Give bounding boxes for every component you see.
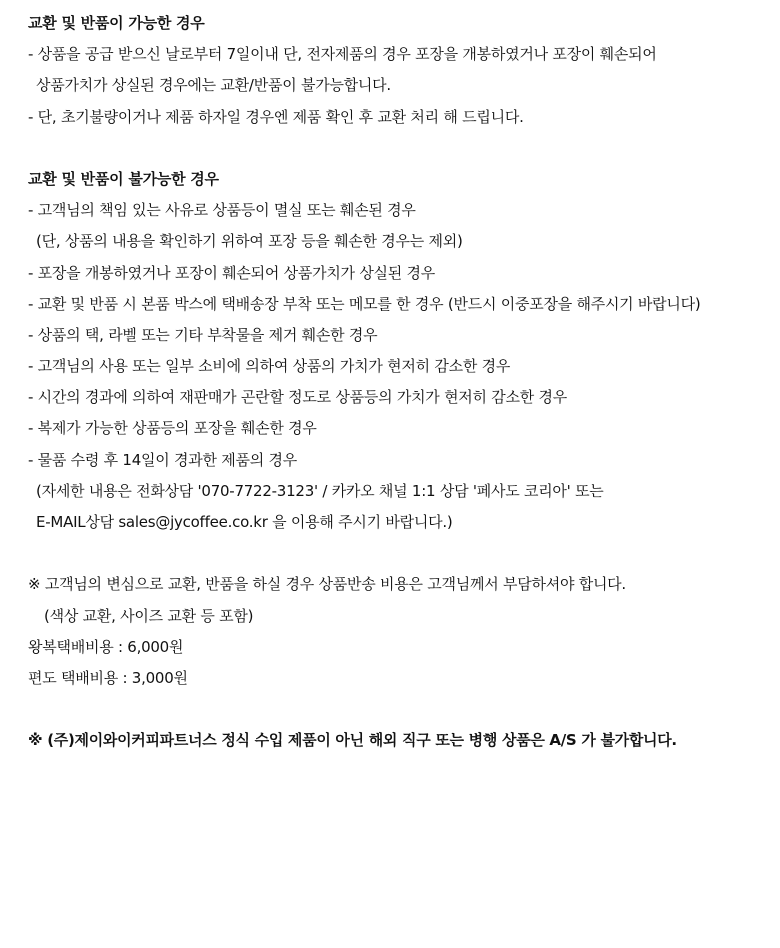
section-spacer [28, 538, 768, 569]
contact-line-1: (자세한 내용은 전화상담 '070-7722-3123' / 카카오 채널 1:1 상담 '페사도 코리아' 또는 [36, 481, 604, 500]
return-policy-document [28, 8, 768, 757]
impossible-line-2: (단, 상품의 내용을 확인하기 위하여 포장 등을 훼손한 경우는 제외) [36, 232, 463, 251]
roundtrip-shipping-cost: 왕복택배비용 : 6,000원 [28, 637, 184, 656]
impossible-line-8: - 복제가 가능한 상품등의 포장을 훼손한 경우 [28, 419, 317, 438]
impossible-heading: 교환 및 반품이 불가능한 경우 [28, 169, 219, 188]
section-spacer [28, 694, 768, 725]
impossible-line-7: - 시간의 경과에 의하여 재판매가 곤란할 정도로 상품등의 가치가 현저히 감소한 경우 [28, 388, 568, 407]
possible-heading: 교환 및 반품이 가능한 경우 [28, 14, 205, 32]
impossible-line-6: - 고객님의 사용 또는 일부 소비에 의하여 상품의 가치가 현저히 감소한 경우 [28, 357, 511, 376]
contact-line-2: E-MAIL상담 sales@jycoffee.co.kr 을 이용해 주시기 바랍니다.) [36, 513, 453, 531]
possible-line-1: - 상품을 공급 받으신 날로부터 7일이내 단, 전자제품의 경우 포장을 개봉하였거나 포장이 훼손되어 [28, 45, 657, 64]
shipping-notice-line-1: ※ 고객님의 변심으로 교환, 반품을 하실 경우 상품반송 비용은 고객님께서 부담하셔야 합니다. [28, 575, 626, 594]
impossible-line-9: - 물품 수령 후 14일이 경과한 제품의 경우 [28, 450, 297, 469]
impossible-line-1: - 고객님의 책임 있는 사유로 상품등이 멸실 또는 훼손된 경우 [28, 201, 416, 220]
impossible-line-3: - 포장을 개봉하였거나 포장이 훼손되어 상품가치가 상실된 경우 [28, 263, 436, 282]
possible-line-2: 상품가치가 상실된 경우에는 교환/반품이 불가능합니다. [36, 76, 391, 95]
impossible-line-4: - 교환 및 반품 시 본품 박스에 택배송장 부착 또는 메모를 한 경우 (반드시 이중포장을 해주시기 바랍니다) [28, 294, 701, 313]
possible-line-3: - 단, 초기불량이거나 제품 하자일 경우엔 제품 확인 후 교환 처리 해 드립니다. [28, 107, 524, 126]
shipping-notice-line-2: (색상 교환, 사이즈 교환 등 포함) [44, 606, 254, 625]
section-spacer [28, 133, 768, 164]
as-notice: ※ (주)제이와이커피파트너스 정식 수입 제품이 아닌 해외 직구 또는 병행 상품은 A/S 가 불가합니다. [28, 731, 677, 750]
impossible-line-5: - 상품의 택, 라벨 또는 기타 부착물을 제거 훼손한 경우 [28, 325, 378, 344]
oneway-shipping-cost: 편도 택배비용 : 3,000원 [28, 668, 188, 687]
